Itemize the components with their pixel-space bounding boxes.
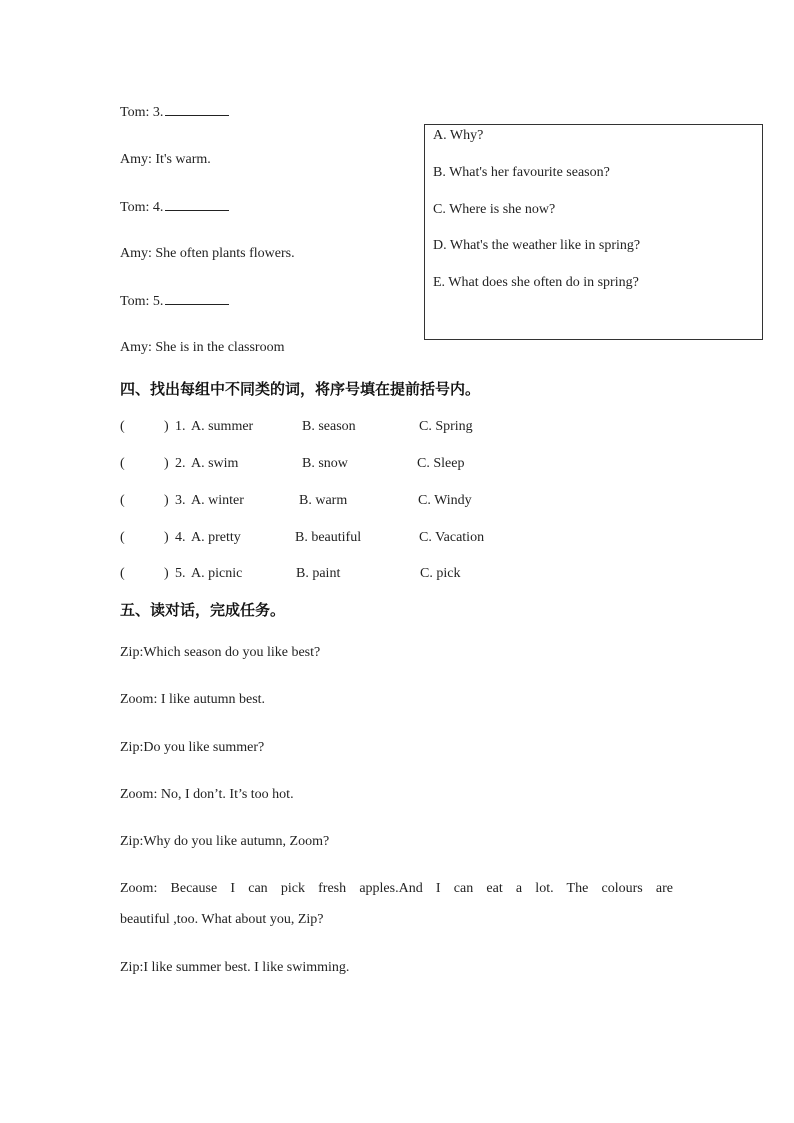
option-a: A. Why? [433,128,484,143]
answer-blank[interactable] [165,292,229,305]
option-e: E. What does she often do in spring? [433,275,639,290]
dialogue-line: Zip:Why do you like autumn, Zoom? [120,834,330,849]
option-b: B. warm [299,493,348,508]
option-c: C. Windy [418,493,472,508]
dialogue-paragraph [120,873,673,935]
item-number: 5. [175,566,186,581]
paragraph-line: beautiful ,too. What about you, Zip? [120,912,324,927]
paren-close: ) [164,456,169,471]
dialogue-line [120,103,229,122]
paragraph-line: Zoom: Because I can pick fresh apples.And I can eat a lot. The colours are [120,881,673,896]
item-number: 1. [175,419,186,434]
option-c: C. Where is she now? [433,202,556,217]
item-number: 3. [175,493,186,508]
section-4-heading: 四、找出每组中不同类的词，将序号填在提前括号内。 [120,380,481,398]
dialogue-line [120,151,211,169]
options-box [424,124,763,340]
option-b: B. snow [302,456,348,471]
option-c: C. Vacation [419,530,485,545]
item-number: 2. [175,456,186,471]
option-a: A. pretty [191,530,241,545]
paren-close: ) [164,530,169,545]
paren-open: ( [120,566,125,581]
option-a: A. winter [191,493,244,508]
dialogue-line [120,245,295,263]
dialogue-line: Zip:Which season do you like best? [120,645,321,660]
paren-open: ( [120,530,125,545]
option-c: C. Sleep [417,456,465,471]
option-b: B. paint [296,566,341,581]
paren-close: ) [164,566,169,581]
option-a: A. picnic [191,566,243,581]
paren-close: ) [164,493,169,508]
dialogue-line: Zoom: No, I don’t. It’s too hot. [120,787,294,802]
line-text: It's warm. [155,152,211,167]
dialogue-line: Zip:Do you like summer? [120,740,265,755]
option-a: A. swim [191,456,239,471]
line-text: She is in the classroom [155,340,285,355]
paren-open: ( [120,456,125,471]
answer-blank[interactable] [165,198,229,211]
dialogue-line [120,339,285,357]
section-5-heading: 五、读对话，完成任务。 [120,601,286,619]
option-b: B. beautiful [295,530,362,545]
line-number: 4. [152,200,164,215]
answer-blank[interactable] [165,103,229,116]
speaker: Tom: [120,294,150,309]
option-a: A. summer [191,419,254,434]
dialogue-line: Zoom: I like autumn best. [120,692,266,707]
line-text: She often plants flowers. [155,246,295,261]
option-c: C. pick [420,566,461,581]
line-number: 5. [152,294,164,309]
item-number: 4. [175,530,186,545]
dialogue-line [120,292,229,311]
paren-open: ( [120,419,125,434]
option-c: C. Spring [419,419,473,434]
speaker: Tom: [120,105,150,120]
speaker: Tom: [120,200,150,215]
line-number: 3. [152,105,164,120]
paren-open: ( [120,493,125,508]
dialogue-line [120,198,229,217]
option-d: D. What's the weather like in spring? [433,238,641,253]
paren-close: ) [164,419,169,434]
speaker: Amy: [120,246,152,261]
dialogue-line: Zip:I like summer best. I like swimming. [120,960,350,975]
speaker: Amy: [120,340,152,355]
option-b: B. season [302,419,356,434]
option-b: B. What's her favourite season? [433,165,610,180]
speaker: Amy: [120,152,152,167]
